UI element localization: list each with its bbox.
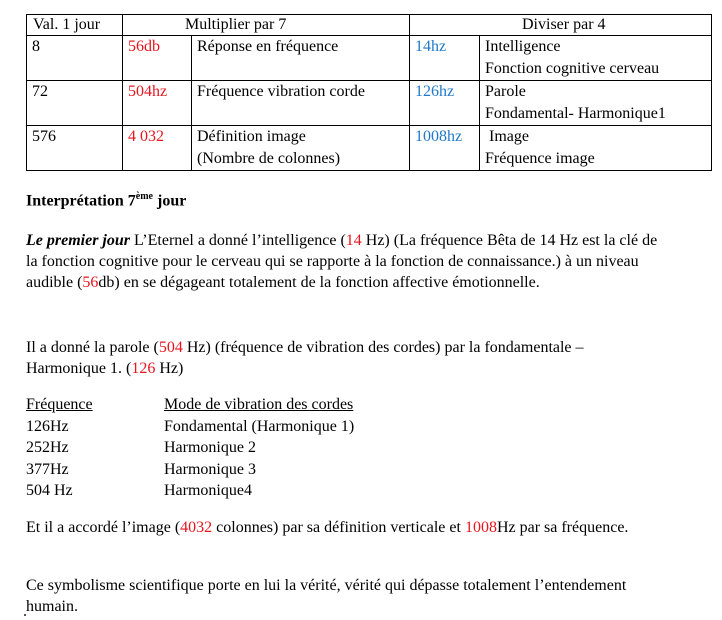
table-row xyxy=(27,81,712,126)
cell-div-desc xyxy=(480,36,712,81)
header-multiplier: Multiplier par 7 xyxy=(123,15,410,36)
cell-mult: 4 032 xyxy=(123,126,192,171)
div-desc-line: Fonction cognitive cerveau xyxy=(485,60,660,77)
highlight-value: 56 xyxy=(82,274,99,291)
section-title-text: Interprétation 7 xyxy=(26,192,136,210)
section-title xyxy=(26,191,186,210)
cell-div-desc xyxy=(480,126,712,171)
cell-mult-desc xyxy=(192,36,410,81)
frequency-row xyxy=(26,437,354,459)
header-frequence-text: Fréquence xyxy=(26,396,93,413)
highlight-value: 1008 xyxy=(464,519,497,536)
cell-mult: 56db xyxy=(123,36,192,81)
section-title-sup: ème xyxy=(135,191,153,202)
paragraph-text: Hz) (La fréquence Bêta de 14 Hz est la clé de la fonction cognitive pour le cerveau qui se rapporte à la fonction de connaissance.) à un niveau audible ( xyxy=(26,232,658,291)
cell-frequency: 126Hz xyxy=(26,417,69,435)
paragraph-text: Hz) (fréquence de vibration des cordes) par la fondamentale – Harmonique 1. ( xyxy=(26,339,584,377)
div-desc-line: Image xyxy=(485,128,529,145)
cell-mult: 504hz xyxy=(123,81,192,126)
paragraph-text: Il a donné la parole ( xyxy=(26,339,159,356)
paragraph-text: L’Eternel a donné l’intelligence ( xyxy=(130,232,346,249)
header-mode xyxy=(164,394,354,416)
header-frequence xyxy=(26,394,164,416)
cell-mode: Fondamental (Harmonique 1) xyxy=(164,417,355,435)
header-mode-text: Mode de vibration des cordes xyxy=(164,396,354,413)
values-table xyxy=(26,14,712,171)
cell-mode: Harmonique4 xyxy=(164,482,252,499)
div-desc-line: Parole xyxy=(485,83,526,100)
section-title-end: jour xyxy=(152,192,187,210)
cell-div-desc xyxy=(480,81,712,126)
highlight-value: 504 xyxy=(158,339,183,356)
cell-frequency: 504 Hz xyxy=(26,482,73,499)
paragraph-text: Hz par sa fréquence. xyxy=(496,519,629,536)
cell-val: 576 xyxy=(27,126,123,171)
highlight-value: 126 xyxy=(131,360,156,377)
paragraph-lead: Le premier jour xyxy=(26,232,130,249)
cell-mode: Harmonique 3 xyxy=(164,460,256,478)
paragraph-text: Et il a accordé l’image ( xyxy=(26,519,181,536)
cell-val: 72 xyxy=(27,81,123,126)
cell-mode: Harmonique 2 xyxy=(164,439,256,456)
cell-frequency: 377Hz xyxy=(26,460,69,478)
mult-desc-line: Définition image xyxy=(197,128,306,145)
cell-div: 14hz xyxy=(410,36,480,81)
paragraph-parole xyxy=(26,337,666,379)
frequency-header-row xyxy=(26,394,354,416)
mult-desc-line: Fréquence vibration corde xyxy=(197,83,365,100)
header-diviser: Diviser par 4 xyxy=(410,15,712,36)
cell-frequency: 252Hz xyxy=(26,439,69,456)
paragraph-symbolisme: Ce symbolisme scientifique porte en lui la vérité, vérité qui dépasse totalement l’entendement humain. xyxy=(26,577,627,615)
cell-mult-desc xyxy=(192,126,410,171)
table-row xyxy=(27,126,712,171)
table-row xyxy=(27,36,712,81)
highlight-value: 14 xyxy=(345,232,362,249)
paragraph-text: colonnes) par sa définition verticale et xyxy=(212,519,465,536)
frequency-row xyxy=(26,480,354,502)
paragraph-text: db) en se dégageant totalement de la fonction affective émotionnelle. xyxy=(98,274,540,291)
paragraph-image xyxy=(26,517,666,538)
paragraph-text: Hz) xyxy=(155,360,184,377)
cell-div: 1008hz xyxy=(410,126,480,171)
margin-mark xyxy=(24,614,26,616)
cell-val: 8 xyxy=(27,36,123,81)
paragraph-premier-jour xyxy=(26,230,666,293)
header-val-1-jour: Val. 1 jour xyxy=(27,15,123,36)
frequency-row xyxy=(26,416,354,438)
cell-mult-desc xyxy=(192,81,410,126)
mult-desc-line: (Nombre de colonnes) xyxy=(197,150,341,167)
div-desc-line: Intelligence xyxy=(485,38,561,55)
table-header-row xyxy=(27,15,712,36)
div-desc-line: Fréquence image xyxy=(485,150,595,167)
mult-desc-line: Réponse en fréquence xyxy=(197,38,339,55)
div-desc-line: Fondamental- Harmonique1 xyxy=(485,105,666,122)
cell-div: 126hz xyxy=(410,81,480,126)
frequency-table xyxy=(26,394,354,502)
highlight-value: 4032 xyxy=(180,519,213,536)
frequency-row xyxy=(26,459,354,481)
